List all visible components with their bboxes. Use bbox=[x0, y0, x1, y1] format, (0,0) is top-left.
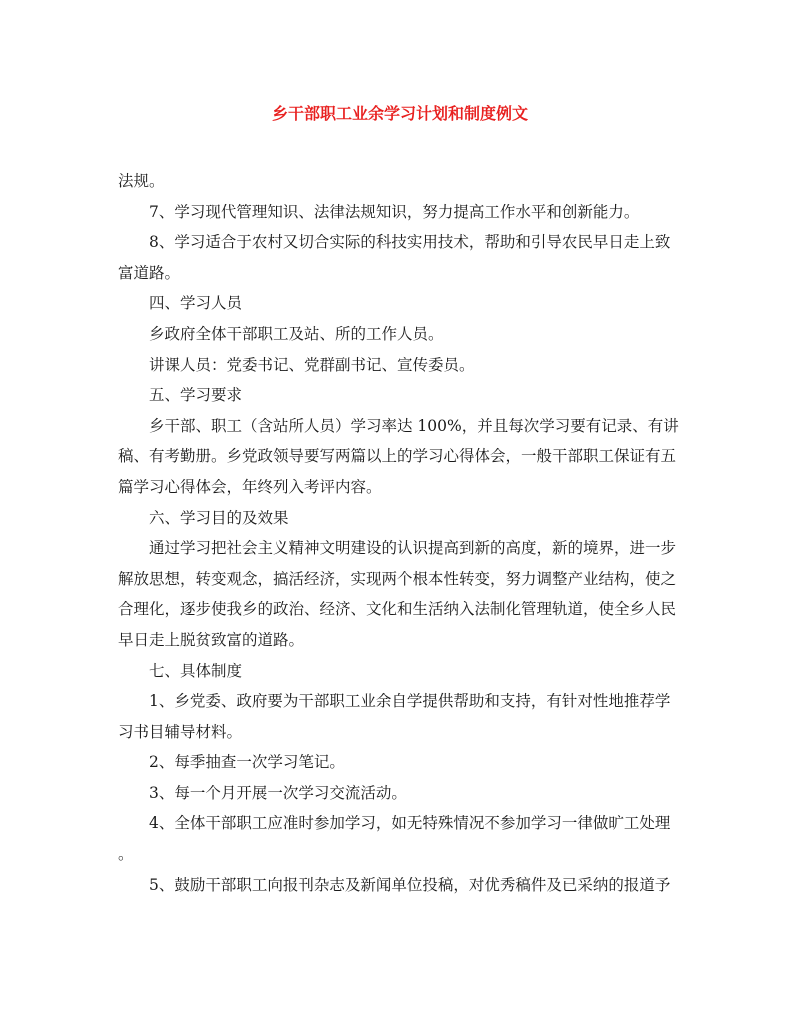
body-line-20: 3、每一个月开展一次学习交流活动。 bbox=[149, 783, 407, 802]
body-line-9: 稿、有考勤册。乡党政领导要写两篇以上的学习心得体会，一般干部职工保证有五 bbox=[118, 447, 677, 466]
body-line-21: 4、全体干部职工应准时参加学习，如无特殊情况不参加学习一律做旷工处理 bbox=[149, 814, 671, 833]
body-line-10: 篇学习心得体会，年终列入考评内容。 bbox=[118, 477, 382, 496]
body-line-22: 。 bbox=[118, 845, 134, 864]
body-line-12: 通过学习把社会主义精神文明建设的认识提高到新的高度，新的境界，进一步 bbox=[149, 539, 677, 558]
body-line-3: 富道路。 bbox=[118, 263, 181, 282]
body-line-8: 乡干部、职工（含站所人员）学习率达 100%，并且每次学习要有记录、有讲 bbox=[149, 416, 679, 435]
document-title: 乡干部职工业余学习计划和制度例文 bbox=[271, 104, 528, 123]
body-line-2: 8、学习适合于农村又切合实际的科技实用技术，帮助和引导农民早日走上致 bbox=[149, 233, 671, 252]
section-heading-5: 五、学习要求 bbox=[149, 386, 243, 405]
body-line-14: 合理化，逐步使我乡的政治、经济、文化和生活纳入法制化管理轨道，使全乡人民 bbox=[118, 600, 677, 619]
body-line-15: 早日走上脱贫致富的道路。 bbox=[118, 630, 305, 649]
body-line-19: 2、每季抽查一次学习笔记。 bbox=[149, 753, 345, 772]
body-line-5: 乡政府全体干部职工及站、所的工作人员。 bbox=[149, 324, 444, 343]
body-line-0: 法规。 bbox=[118, 172, 165, 190]
body-line-18: 习书目辅导材料。 bbox=[118, 722, 243, 741]
body-line-23: 5、鼓励干部职工向报刊杂志及新闻单位投稿，对优秀稿件及已采纳的报道予 bbox=[149, 875, 671, 894]
body-line-13: 解放思想，转变观念，搞活经济，实现两个根本性转变，努力调整产业结构，使之 bbox=[118, 569, 677, 588]
section-heading-4: 四、学习人员 bbox=[149, 294, 243, 313]
section-heading-7: 七、具体制度 bbox=[149, 661, 243, 680]
body-line-6: 讲课人员：党委书记、党群副书记、宣传委员。 bbox=[149, 355, 475, 374]
document-body bbox=[118, 166, 684, 900]
section-heading-6: 六、学习目的及效果 bbox=[149, 508, 289, 527]
body-line-17: 1、乡党委、政府要为干部职工业余自学提供帮助和支持，有针对性地推荐学 bbox=[149, 692, 671, 711]
body-line-1: 7、学习现代管理知识、法律法规知识，努力提高工作水平和创新能力。 bbox=[149, 202, 640, 221]
